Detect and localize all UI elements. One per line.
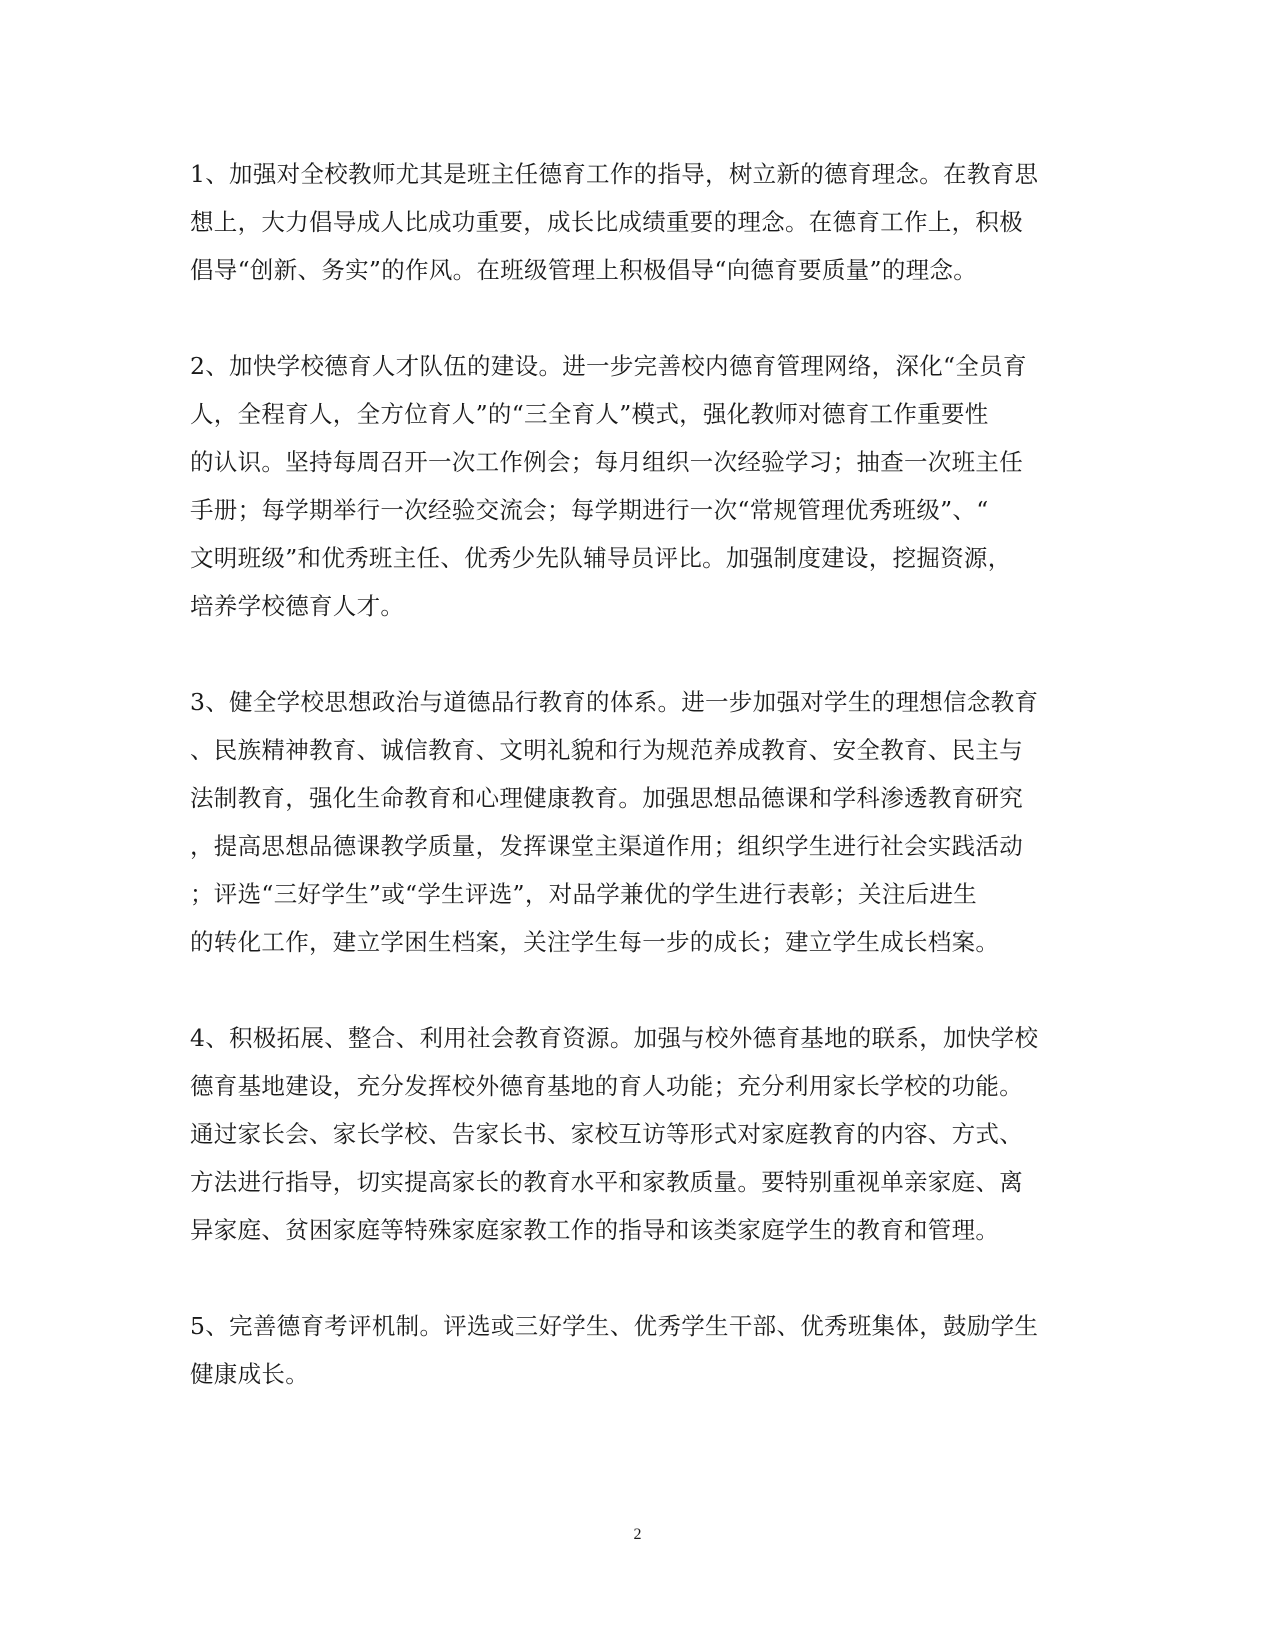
text-line: 手册；每学期举行一次经验交流会；每学期进行一次“常规管理优秀班级”、“ [190, 496, 989, 524]
text-line: 3、健全学校思想政治与道德品行教育的体系。进一步加强对学生的理想信念教育 [190, 688, 1039, 716]
paragraph-5 [190, 1302, 1090, 1398]
text-line: 方法进行指导，切实提高家长的教育水平和家教质量。要特别重视单亲家庭、离 [190, 1168, 1023, 1196]
text-line: 培养学校德育人才。 [190, 592, 405, 620]
text-line: ；评选“三好学生”或“学生评选”，对品学兼优的学生进行表彰；关注后进生 [190, 880, 978, 908]
paragraph-1 [190, 150, 1090, 294]
text-line: 4、积极拓展、整合、利用社会教育资源。加强与校外德育基地的联系，加快学校 [190, 1024, 1039, 1052]
text-line: ，提高思想品德课教学质量，发挥课堂主渠道作用；组织学生进行社会实践活动 [190, 832, 1023, 860]
text-line: 法制教育，强化生命教育和心理健康教育。加强思想品德课和学科渗透教育研究 [190, 784, 1023, 812]
text-line: 想上，大力倡导成人比成功重要，成长比成绩重要的理念。在德育工作上，积极 [190, 208, 1023, 236]
text-line: 的转化工作，建立学困生档案，关注学生每一步的成长；建立学生成长档案。 [190, 928, 1000, 956]
text-line: 文明班级”和优秀班主任、优秀少先队辅导员评比。加强制度建设，挖掘资源， [190, 544, 1012, 572]
text-line: 1、加强对全校教师尤其是班主任德育工作的指导，树立新的德育理念。在教育思 [190, 160, 1039, 188]
text-line: 健康成长。 [190, 1360, 309, 1388]
text-line: 的认识。坚持每周召开一次工作例会；每月组织一次经验学习；抽查一次班主任 [190, 448, 1023, 476]
text-line: 德育基地建设，充分发挥校外德育基地的育人功能；充分利用家长学校的功能。 [190, 1072, 1023, 1100]
document-body [190, 150, 1090, 1446]
text-line: 通过家长会、家长学校、告家长书、家校互访等形式对家庭教育的内容、方式、 [190, 1120, 1023, 1148]
paragraph-2 [190, 342, 1090, 630]
text-line: 人，全程育人，全方位育人”的“三全育人”模式，强化教师对德育工作重要性 [190, 400, 989, 428]
text-line: 5、完善德育考评机制。评选或三好学生、优秀学生干部、优秀班集体，鼓励学生 [190, 1312, 1039, 1340]
text-line: 倡导“创新、务实”的作风。在班级管理上积极倡导“向德育要质量”的理念。 [190, 256, 978, 284]
text-line: 异家庭、贫困家庭等特殊家庭家教工作的指导和该类家庭学生的教育和管理。 [190, 1216, 1000, 1244]
paragraph-3 [190, 678, 1090, 966]
text-line: 、民族精神教育、诚信教育、文明礼貌和行为规范养成教育、安全教育、民主与 [190, 736, 1023, 764]
text-line: 2、加快学校德育人才队伍的建设。进一步完善校内德育管理网络，深化“全员育 [190, 352, 1027, 380]
paragraph-4 [190, 1014, 1090, 1254]
page-number: 2 [633, 1526, 642, 1543]
